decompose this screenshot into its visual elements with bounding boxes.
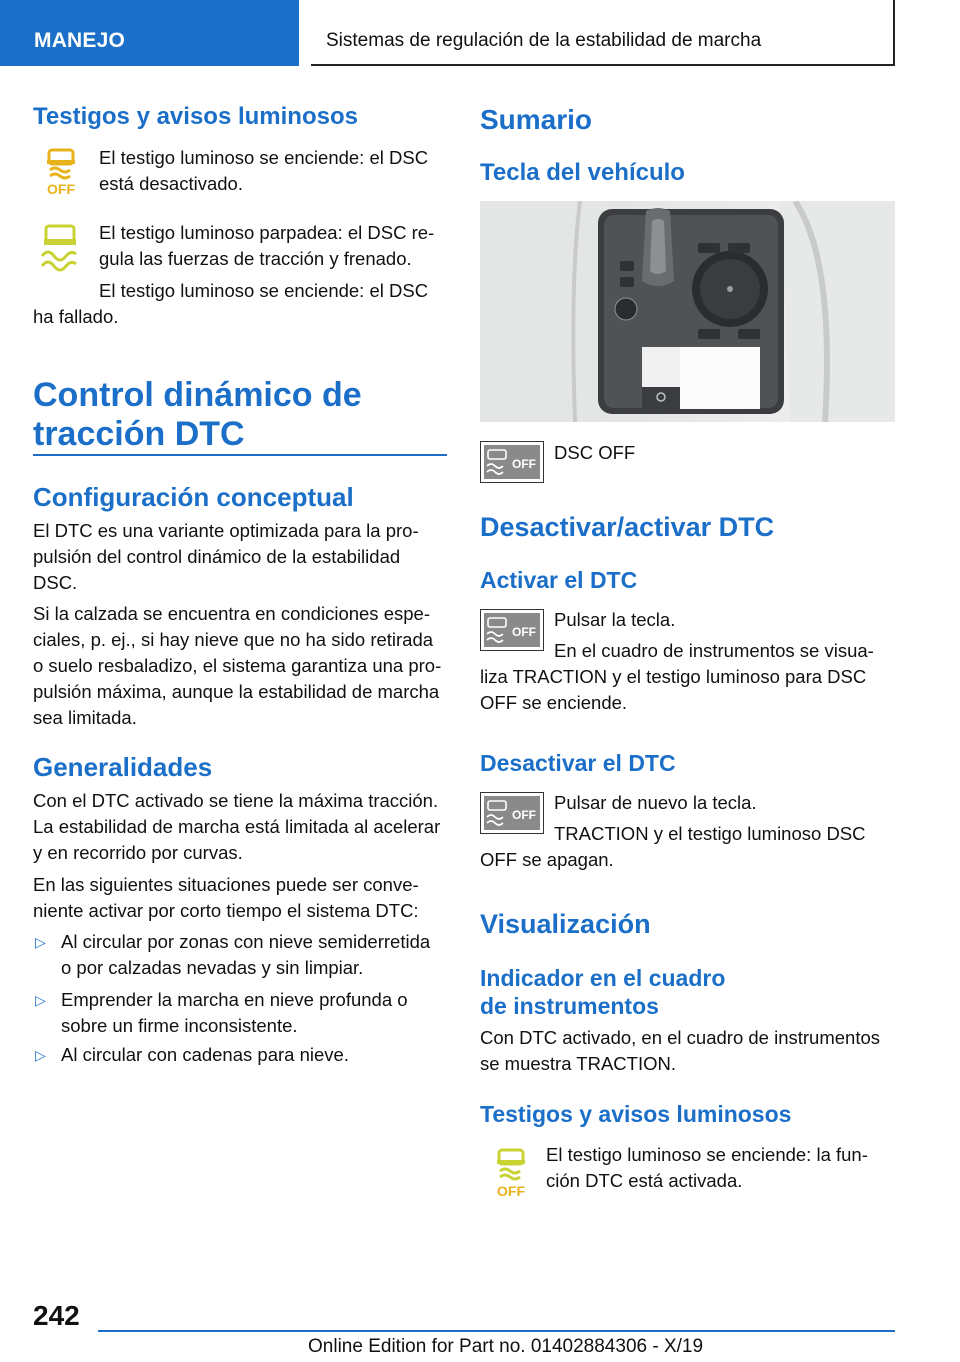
display-heading: Visualización — [480, 909, 651, 939]
concept-paragraph-1 — [33, 518, 447, 596]
text-line: sea limitada. — [33, 707, 137, 728]
section-title: MANEJO — [34, 29, 126, 52]
text-line: niente activar por corto tiempo el sistema DTC: — [33, 900, 419, 921]
page-number: 242 — [33, 1300, 80, 1331]
center-console-photo — [480, 201, 895, 422]
deactivate-dtc-heading: Desactivar el DTC — [480, 750, 676, 776]
right-warning-line2: ción DTC está activada. — [546, 1170, 743, 1191]
dsc-off-button-icon[interactable] — [480, 792, 544, 834]
text-line: La estabilidad de marcha está limitada al acelerar — [33, 816, 441, 837]
text-line: Al circular por zonas con nieve semiderretida — [61, 931, 431, 952]
bullet-marker: ▷ — [35, 934, 46, 950]
text-line: DSC. — [33, 572, 78, 593]
indicator-heading — [480, 964, 725, 1020]
concept-paragraph-2 — [33, 601, 447, 731]
activate-line3: liza TRACTION y el testigo luminoso para DSC — [480, 666, 867, 687]
activate-line4: OFF se enciende. — [480, 692, 628, 713]
chapter-main-title — [33, 376, 447, 454]
deactivate-line3: OFF se apagan. — [480, 849, 614, 870]
warning1-line1: El testigo luminoso se enciende: el DSC — [99, 147, 429, 168]
activate-line1: Pulsar la tecla. — [554, 609, 676, 630]
warning1-line2: está desactivado. — [99, 173, 243, 194]
dsc-off-label: DSC OFF — [554, 442, 636, 463]
chapter-title: Sistemas de regulación de la estabilidad de marcha — [326, 30, 762, 51]
activate-dtc-heading: Activar el DTC — [480, 567, 638, 593]
general-paragraph-1 — [33, 788, 453, 866]
text-line: En las siguientes situaciones puede ser conve- — [33, 874, 419, 895]
text-line: se muestra TRACTION. — [480, 1053, 677, 1074]
warning-lights-heading: Testigos y avisos luminosos — [33, 103, 358, 130]
dsc-off-button-icon[interactable] — [480, 441, 544, 483]
right-warning-heading: Testigos y avisos luminosos — [480, 1101, 792, 1127]
deactivate-line1: Pulsar de nuevo la tecla. — [554, 792, 757, 813]
button-off-text: OFF — [512, 625, 536, 639]
text-line: pulsión del control dinámico de la estabilidad — [33, 546, 401, 567]
page-header — [0, 0, 960, 66]
dsc-off-button-icon[interactable] — [480, 609, 544, 651]
list-item — [61, 929, 430, 981]
text-line: y en recorrido por curvas. — [33, 842, 243, 863]
title-line2: tracción DTC — [33, 415, 245, 453]
warning2-line2: gula las fuerzas de tracción y frenado. — [99, 248, 412, 269]
list-item — [61, 987, 408, 1039]
heading-line: Indicador en el cuadro — [480, 965, 726, 991]
text-line: o por calzadas nevadas y sin limpiar. — [61, 957, 364, 978]
warning3-line1: El testigo luminoso se enciende: el DSC — [99, 280, 429, 301]
dsc-regulating-icon — [36, 222, 84, 278]
button-off-text: OFF — [512, 808, 536, 822]
bullet-marker: ▷ — [35, 1047, 46, 1063]
indicator-paragraph — [480, 1025, 900, 1077]
text-line: Emprender la marcha en nieve profunda o — [61, 989, 408, 1010]
warning3-line2: ha fallado. — [33, 306, 119, 327]
general-heading: Generalidades — [33, 752, 213, 782]
warning2-line1: El testigo luminoso parpadea: el DSC re- — [99, 222, 435, 243]
deactivate-line2: TRACTION y el testigo luminoso DSC — [554, 823, 866, 844]
bullet-marker: ▷ — [35, 992, 46, 1008]
text-line: Al circular con cadenas para nieve. — [61, 1044, 349, 1065]
key-heading: Tecla del vehículo — [480, 159, 685, 186]
title-divider — [33, 454, 447, 456]
text-line: o suelo resbaladizo, el sistema garantiza una pro- — [33, 655, 442, 676]
text-line: Si la calzada se encuentra en condiciones espe- — [33, 603, 430, 624]
summary-heading: Sumario — [480, 104, 593, 135]
footer-divider — [98, 1330, 895, 1332]
chapter-box — [311, 0, 895, 66]
dtc-active-warning-icon — [490, 1146, 532, 1198]
icon-off-text: OFF — [497, 1183, 525, 1198]
list-item — [61, 1042, 349, 1068]
text-line: ciales, p. ej., si hay nieve que no ha sido retirada — [33, 629, 434, 650]
title-line1: Control dinámico de — [33, 376, 362, 414]
button-off-text: OFF — [512, 457, 536, 471]
text-line: Con DTC activado, en el cuadro de instrumentos — [480, 1027, 881, 1048]
activate-line2: En el cuadro de instrumentos se visua- — [554, 640, 874, 661]
toggle-dtc-heading: Desactivar/activar DTC — [480, 512, 775, 542]
icon-off-text: OFF — [47, 181, 75, 196]
general-paragraph-2 — [33, 872, 447, 924]
concept-heading: Configuración conceptual — [33, 482, 354, 512]
section-tab — [0, 0, 299, 66]
text-line: Con el DTC activado se tiene la máxima tracción. — [33, 790, 439, 811]
text-line: El DTC es una variante optimizada para la pro- — [33, 520, 419, 541]
heading-line: de instrumentos — [480, 993, 659, 1019]
text-line: sobre un firme inconsistente. — [61, 1015, 298, 1036]
console-illustration — [480, 201, 895, 422]
text-line: pulsión máxima, aunque la estabilidad de marcha — [33, 681, 440, 702]
dsc-off-warning-icon — [40, 146, 82, 196]
right-warning-line1: El testigo luminoso se enciende: la fun- — [546, 1144, 868, 1165]
edition-note: Online Edition for Part no. 01402884306 - X/19 — [308, 1336, 704, 1357]
